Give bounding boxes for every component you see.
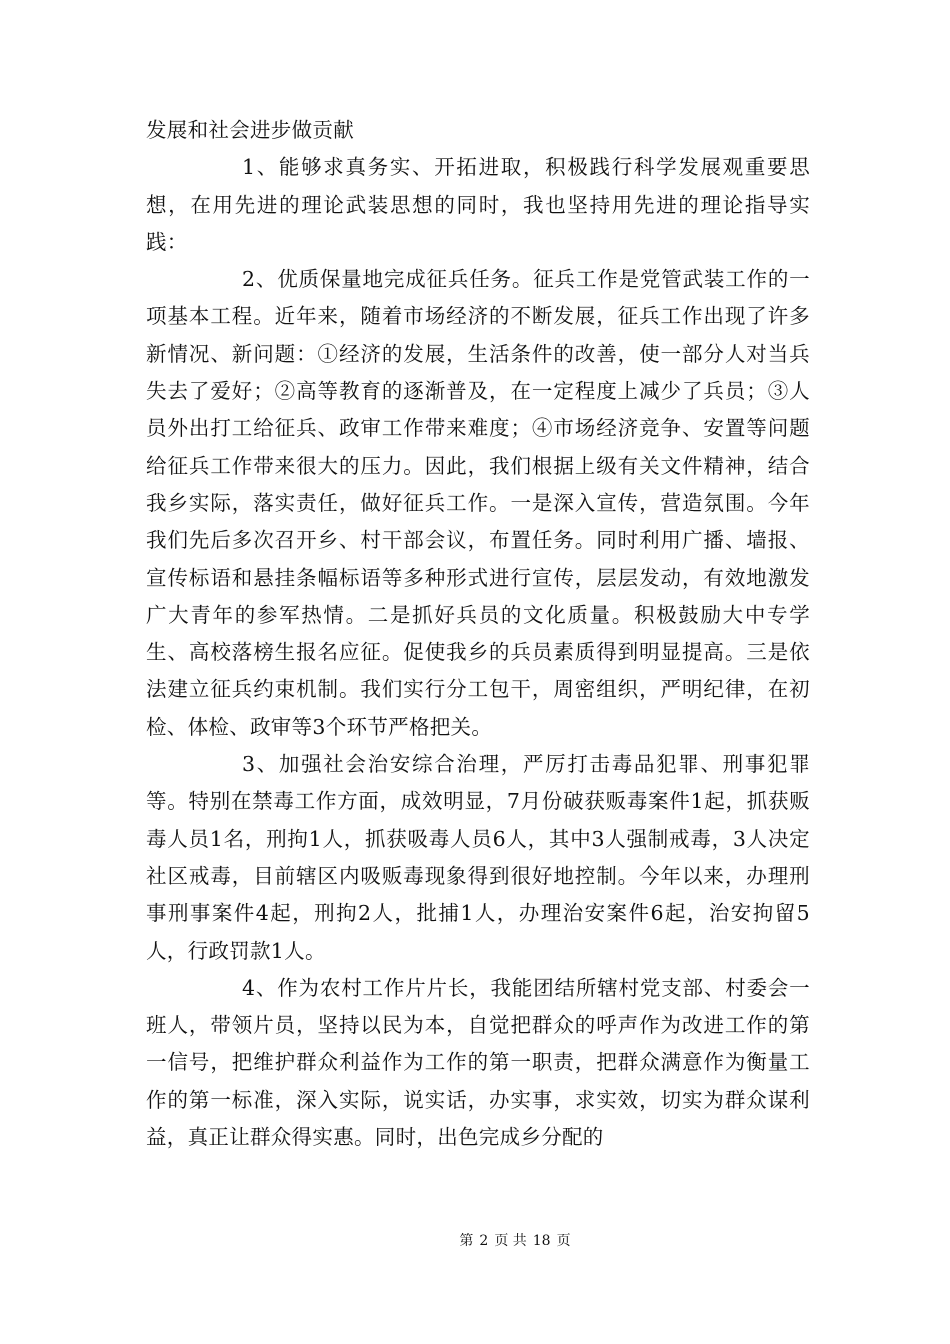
paragraph-item-1: 1、能够求真务实、开拓进取，积极践行科学发展观重要思想，在用先进的理论武装思想的同时，我也坚持用先进的理论指导实践： (146, 155, 810, 254)
page-footer (0, 1232, 950, 1250)
current-page-number: 2 (479, 1233, 489, 1249)
paragraph-item-3: 3、加强社会治安综合治理，严厉打击毒品犯罪、刑事犯罪等。特别在禁毒工作方面，成效明显，7月份破获贩毒案件1起，抓获贩毒人员1名，刑拘1人，抓获吸毒人员6人，其中3人强制戒毒，3人决定社区戒毒，目前辖区内吸贩毒现象得到很好地控制。今年以来，办理刑事刑事案件4起，刑拘2人，批捕1人，办理治安案件6起，治安拘留5人，行政罚款1人。 (146, 752, 810, 963)
page-suffix: 页 (556, 1233, 571, 1249)
total-pages-number: 18 (532, 1233, 551, 1249)
document-body (146, 112, 810, 1156)
paragraph-item-4: 4、作为农村工作片片长，我能团结所辖村党支部、村委会一班人，带领片员，坚持以民为本，自觉把群众的呼声作为改进工作的第一信号，把维护群众利益作为工作的第一职责，把群众满意作为衡量工作的第一标准，深入实际，说实话，办实事，求实效，切实为群众谋利益，真正让群众得实惠。同时，出色完成乡分配的 (146, 975, 810, 1150)
paragraph-continuation: 发展和社会进步做贡献 (146, 118, 354, 142)
page-number-label (456, 1232, 573, 1250)
page-prefix: 第 (459, 1233, 474, 1249)
page-mid: 页 共 (494, 1233, 527, 1249)
paragraph-item-2: 2、优质保量地完成征兵任务。征兵工作是党管武装工作的一项基本工程。近年来，随着市场经济的不断发展，征兵工作出现了许多新情况、新问题：①经济的发展，生活条件的改善，使一部分人对当兵失去了爱好；②高等教育的逐渐普及，在一定程度上减少了兵员；③人员外出打工给征兵、政审工作带来难度；④市场经济竞争、安置等问题给征兵工作带来很大的压力。因此，我们根据上级有关文件精神，结合我乡实际，落实责任，做好征兵工作。一是深入宣传，营造氛围。今年我们先后多次召开乡、村干部会议，布置任务。同时利用广播、墙报、宣传标语和悬挂条幅标语等多种形式进行宣传，层层发动，有效地激发广大青年的参军热情。二是抓好兵员的文化质量。积极鼓励大中专学生、高校落榜生报名应征。促使我乡的兵员素质得到明显提高。三是依法建立征兵约束机制。我们实行分工包干，周密组织，严明纪律，在初检、体检、政审等3个环节严格把关。 (146, 267, 810, 739)
